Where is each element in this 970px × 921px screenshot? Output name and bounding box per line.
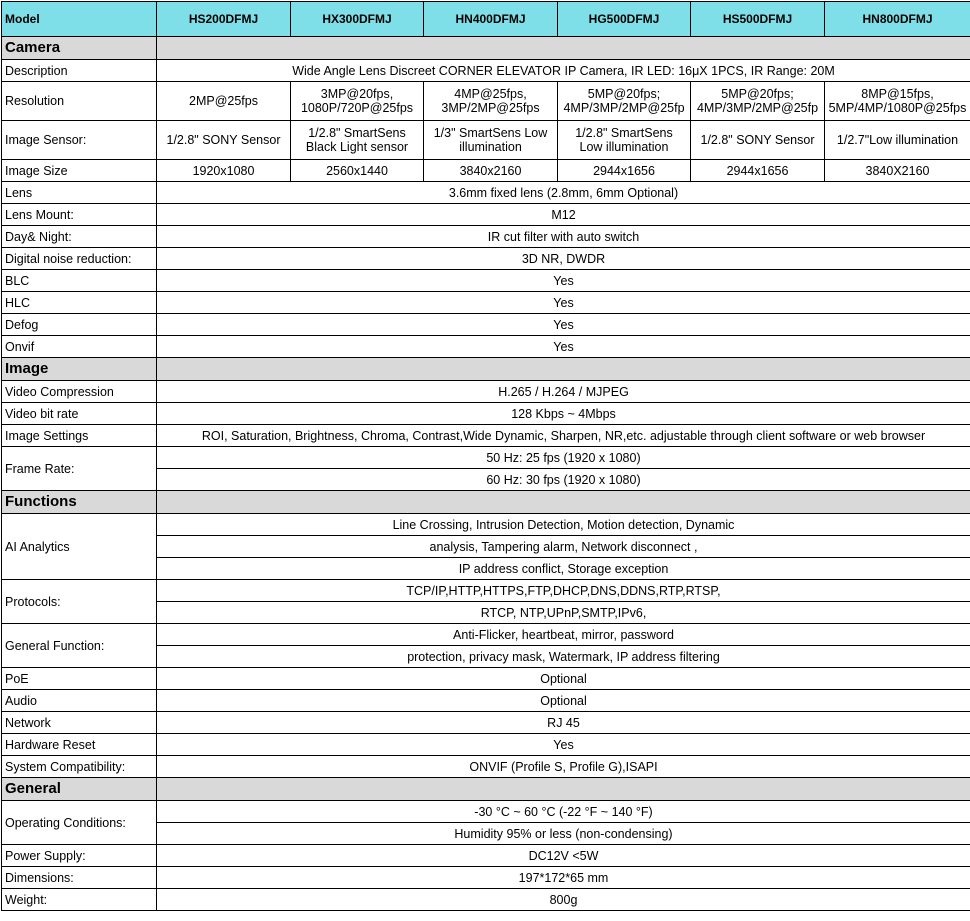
dimensions-value: 197*172*65 mm	[157, 867, 970, 889]
model-hs500dfmj: HS500DFMJ	[691, 2, 825, 37]
row-label: Power Supply:	[2, 845, 157, 867]
row-hardware-reset	[2, 734, 970, 756]
row-label: Video bit rate	[2, 403, 157, 425]
ai-value: Line Crossing, Intrusion Detection, Motion detection, Dynamic	[157, 514, 970, 536]
sensor-cell: 1/2.7"Low illumination	[825, 121, 970, 160]
sensor-cell: 1/3" SmartSens Low illumination	[424, 121, 558, 160]
row-system-compatibility	[2, 756, 970, 778]
frame-rate-value: 60 Hz: 30 fps (1920 x 1080)	[157, 469, 970, 491]
model-hn800dfmj: HN800DFMJ	[825, 2, 970, 37]
row-network	[2, 712, 970, 734]
resolution-cell: 3MP@20fps, 1080P/720P@25fps	[291, 82, 424, 121]
row-protocols	[2, 580, 970, 602]
row-label: Onvif	[2, 336, 157, 358]
row-dnr	[2, 248, 970, 270]
sensor-cell: 1/2.8" SONY Sensor	[157, 121, 291, 160]
sensor-cell: 1/2.8" SmartSens Low illumination	[558, 121, 691, 160]
lens-mount-value: M12	[157, 204, 970, 226]
row-label: Video Compression	[2, 381, 157, 403]
row-label: Day& Night:	[2, 226, 157, 248]
row-label: Defog	[2, 314, 157, 336]
hlc-value: Yes	[157, 292, 970, 314]
weight-value: 800g	[157, 889, 970, 911]
blc-value: Yes	[157, 270, 970, 292]
resolution-cell: 5MP@20fps; 4MP/3MP/2MP@25fp	[558, 82, 691, 121]
section-title: General	[2, 778, 157, 801]
row-frame-rate	[2, 447, 970, 469]
row-weight	[2, 889, 970, 911]
row-image-size	[2, 160, 970, 182]
image-size-cell: 3840x2160	[424, 160, 558, 182]
row-label: Dimensions:	[2, 867, 157, 889]
row-video-bitrate	[2, 403, 970, 425]
row-label: Hardware Reset	[2, 734, 157, 756]
dnr-value: 3D NR, DWDR	[157, 248, 970, 270]
sensor-cell: 1/2.8" SmartSens Black Light sensor	[291, 121, 424, 160]
spec-table	[1, 1, 970, 911]
operating-value: -30 °C ~ 60 °C (-22 °F ~ 140 °F)	[157, 801, 970, 823]
row-resolution	[2, 82, 970, 121]
row-label: Image Sensor:	[2, 121, 157, 160]
header-row	[2, 2, 970, 37]
row-general-function	[2, 624, 970, 646]
image-size-cell: 3840X2160	[825, 160, 970, 182]
audio-value: Optional	[157, 690, 970, 712]
row-label: PoE	[2, 668, 157, 690]
day-night-value: IR cut filter with auto switch	[157, 226, 970, 248]
row-label: Digital noise reduction:	[2, 248, 157, 270]
row-label: Protocols:	[2, 580, 157, 624]
section-title: Camera	[2, 37, 157, 60]
row-label: Lens Mount:	[2, 204, 157, 226]
model-hg500dfmj: HG500DFMJ	[558, 2, 691, 37]
model-hx300dfmj: HX300DFMJ	[291, 2, 424, 37]
protocols-value: TCP/IP,HTTP,HTTPS,FTP,DHCP,DNS,DDNS,RTP,RTSP,	[157, 580, 970, 602]
poe-value: Optional	[157, 668, 970, 690]
lens-value: 3.6mm fixed lens (2.8mm, 6mm Optional)	[157, 182, 970, 204]
general-function-value: Anti-Flicker, heartbeat, mirror, password	[157, 624, 970, 646]
row-label: BLC	[2, 270, 157, 292]
row-power-supply	[2, 845, 970, 867]
compression-value: H.265 / H.264 / MJPEG	[157, 381, 970, 403]
image-size-cell: 1920x1080	[157, 160, 291, 182]
resolution-cell: 4MP@25fps, 3MP/2MP@25fps	[424, 82, 558, 121]
resolution-cell: 8MP@15fps, 5MP/4MP/1080P@25fps	[825, 82, 970, 121]
row-hlc	[2, 292, 970, 314]
operating-value: Humidity 95% or less (non-condensing)	[157, 823, 970, 845]
row-lens-mount	[2, 204, 970, 226]
description-value: Wide Angle Lens Discreet CORNER ELEVATOR IP Camera, IR LED: 16μX 1PCS, IR Range: 20M	[157, 60, 970, 82]
section-camera	[2, 37, 970, 60]
resolution-cell: 5MP@20fps; 4MP/3MP/2MP@25fp	[691, 82, 825, 121]
section-general	[2, 778, 970, 801]
row-label: AI Analytics	[2, 514, 157, 580]
model-label: Model	[2, 2, 157, 37]
row-label: Description	[2, 60, 157, 82]
row-description	[2, 60, 970, 82]
image-size-cell: 2560x1440	[291, 160, 424, 182]
compatibility-value: ONVIF (Profile S, Profile G),ISAPI	[157, 756, 970, 778]
row-label: Audio	[2, 690, 157, 712]
row-label: Weight:	[2, 889, 157, 911]
image-size-cell: 2944x1656	[558, 160, 691, 182]
row-label: Resolution	[2, 82, 157, 121]
row-day-night	[2, 226, 970, 248]
section-functions	[2, 491, 970, 514]
row-label: HLC	[2, 292, 157, 314]
row-image-settings	[2, 425, 970, 447]
hardware-reset-value: Yes	[157, 734, 970, 756]
protocols-value: RTCP, NTP,UPnP,SMTP,IPv6,	[157, 602, 970, 624]
row-audio	[2, 690, 970, 712]
general-function-value: protection, privacy mask, Watermark, IP address filtering	[157, 646, 970, 668]
row-onvif	[2, 336, 970, 358]
row-label: Image Settings	[2, 425, 157, 447]
bitrate-value: 128 Kbps ~ 4Mbps	[157, 403, 970, 425]
section-title: Functions	[2, 491, 157, 514]
row-label: General Function:	[2, 624, 157, 668]
row-lens	[2, 182, 970, 204]
ai-value: analysis, Tampering alarm, Network disconnect ,	[157, 536, 970, 558]
row-poe	[2, 668, 970, 690]
model-hs200dfmj: HS200DFMJ	[157, 2, 291, 37]
frame-rate-value: 50 Hz: 25 fps (1920 x 1080)	[157, 447, 970, 469]
row-blc	[2, 270, 970, 292]
defog-value: Yes	[157, 314, 970, 336]
section-title: Image	[2, 358, 157, 381]
row-dimensions	[2, 867, 970, 889]
resolution-cell: 2MP@25fps	[157, 82, 291, 121]
power-value: DC12V <5W	[157, 845, 970, 867]
network-value: RJ 45	[157, 712, 970, 734]
section-image	[2, 358, 970, 381]
row-label: Image Size	[2, 160, 157, 182]
row-operating-conditions	[2, 801, 970, 823]
row-label: Network	[2, 712, 157, 734]
model-hn400dfmj: HN400DFMJ	[424, 2, 558, 37]
row-image-sensor	[2, 121, 970, 160]
row-label: Operating Conditions:	[2, 801, 157, 845]
row-defog	[2, 314, 970, 336]
sensor-cell: 1/2.8" SONY Sensor	[691, 121, 825, 160]
ai-value: IP address conflict, Storage exception	[157, 558, 970, 580]
row-label: Lens	[2, 182, 157, 204]
row-label: Frame Rate:	[2, 447, 157, 491]
row-label: System Compatibility:	[2, 756, 157, 778]
image-settings-value: ROI, Saturation, Brightness, Chroma, Contrast,Wide Dynamic, Sharpen, NR,etc. adjustable through client software or web browser	[157, 425, 970, 447]
image-size-cell: 2944x1656	[691, 160, 825, 182]
row-video-compression	[2, 381, 970, 403]
row-ai-analytics	[2, 514, 970, 536]
onvif-value: Yes	[157, 336, 970, 358]
